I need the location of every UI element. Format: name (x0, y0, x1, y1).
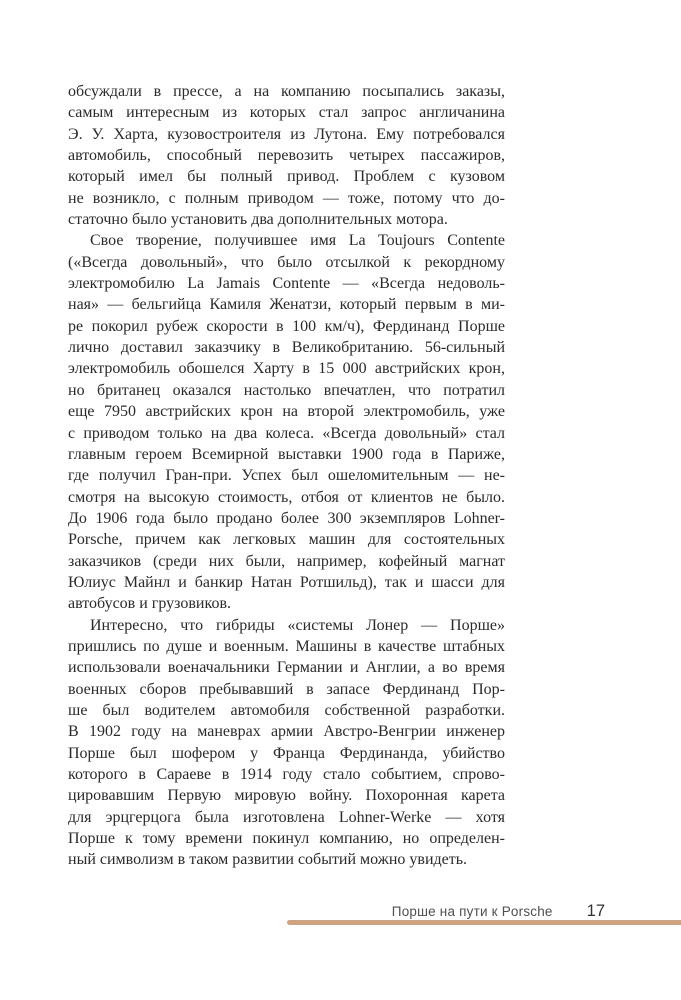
text-line: которого в Сараеве в 1914 году стало событием, спрово- (68, 766, 505, 783)
text-line: военных сборов пребывавший в запасе Фердинанд Пор- (68, 680, 505, 698)
text-line: использовали военачальники Германии и Англии, а во время (68, 659, 505, 677)
text-line: Юлиус Майнл и банкир Натан Ротшильд), так и шасси для (68, 573, 505, 591)
running-title: Порше на пути к Porsche (391, 904, 553, 919)
text-line: Porsche, причем как легковых машин для состоятельных (68, 531, 505, 549)
paragraph (68, 81, 505, 230)
text-line: ный символизм в таком развитии событий можно увидеть. (68, 851, 468, 869)
text-line: главным героем Всемирной выставки 1900 года в Париже, (68, 445, 505, 463)
text-line: пришлись по душе и военным. Машины в качестве штабных (68, 637, 505, 655)
text-line: электромобилю La Jamais Contente — «Всегда недоволь- (68, 275, 505, 293)
text-line: самым интересным из которых стал запрос англичанина (68, 104, 505, 122)
text-line: который имел бы полный привод. Проблем с кузовом (68, 168, 505, 186)
text-line: где получил Гран-при. Успех был ошеломительным — не- (68, 467, 505, 485)
footer-text (392, 902, 605, 921)
footer-accent-bar (287, 920, 681, 925)
text-line: для эрцгерцога была изготовлена Lohner-Werke — хотя (68, 808, 505, 826)
text-line: цировавшим Первую мировую войну. Похоронная карета (68, 787, 505, 805)
text-line: заказчиков (среди них были, например, кофейный магнат (68, 552, 505, 570)
text-line: Порше к тому времени покинул компанию, но определен- (68, 830, 505, 848)
text-line: автомобиль, способный перевозить четырех пассажиров, (68, 147, 505, 165)
paragraph (68, 230, 505, 614)
text-line: автобусов и грузовиков. (68, 595, 231, 613)
text-line: Свое творение, получившее имя La Toujours Contente (90, 232, 505, 250)
text-line: смотря на высокую стоимость, отбоя от клиентов не было. (68, 488, 505, 506)
text-line: не возникло, с полным приводом — тоже, потому что до- (68, 189, 505, 207)
text-line: электромобиль обошелся Харту в 15 000 австрийских крон, (68, 360, 505, 378)
text-line: ре покорил рубеж скорости в 100 км/ч), Фердинанд Порше (68, 317, 505, 335)
paragraph (68, 615, 505, 871)
page-number: 17 (586, 902, 605, 920)
text-line: лично доставил заказчику в Великобританию. 56-сильный (68, 339, 505, 357)
text-line: До 1906 года было продано более 300 экземпляров Lohner- (68, 509, 505, 527)
text-line: В 1902 году на маневрах армии Австро-Венгрии инженер (68, 723, 505, 741)
text-block (68, 81, 505, 871)
text-line: еще 7950 австрийских крон на второй электромобиль, уже (68, 403, 505, 421)
text-line: («Всегда довольный», что было отсылкой к рекордному (68, 253, 505, 271)
text-line: ная» — бельгийца Камиля Женатзи, который первым в ми- (68, 296, 505, 314)
text-line: обсуждали в прессе, а на компанию посыпались заказы, (68, 83, 505, 100)
text-line: Интересно, что гибриды «системы Лонер — Порше» (90, 616, 505, 634)
text-line: но британец оказался настолько впечатлен, что потратил (68, 381, 505, 399)
text-line: Порше был шофером у Франца Фердинанда, убийство (68, 744, 505, 762)
text-line: статочно было установить два дополнительных мотора. (68, 211, 448, 229)
text-line: ше был водителем автомобиля собственной разработки. (68, 701, 505, 719)
text-line: с приводом только на два колеса. «Всегда довольный» стал (68, 424, 505, 442)
text-line: Э. У. Харта, кузовостроителя из Лутона. Ему потребовался (68, 125, 505, 143)
